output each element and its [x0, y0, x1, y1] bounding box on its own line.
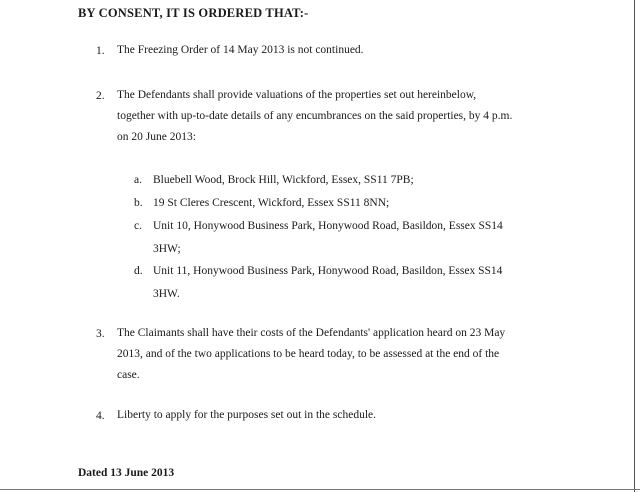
order-3-line: The Claimants shall have their costs of the Defendants' application heard on 23 May — [117, 327, 506, 339]
property-c-line: 3HW; — [153, 243, 181, 255]
order-2-line: on 20 June 2013: — [117, 131, 196, 143]
dated-line: Dated 13 June 2013 — [78, 467, 175, 479]
property-a-letter: a. — [134, 174, 142, 186]
property-d-letter: d. — [134, 265, 143, 277]
order-4-line: Liberty to apply for the purposes set out in the schedule. — [117, 409, 377, 421]
property-c-line: Unit 10, Honywood Business Park, Honywood Road, Basildon, Essex SS14 — [153, 220, 503, 232]
order-2-line: together with up-to-date details of any encumbrances on the said properties, by 4 p.m. — [117, 110, 513, 122]
property-a-line: Bluebell Wood, Brock Hill, Wickford, Essex, SS11 7PB; — [153, 174, 414, 186]
order-3-number: 3. — [96, 328, 105, 340]
order-3-line: 2013, and of the two applications to be heard today, to be assessed at the end of the — [117, 348, 500, 360]
property-d-line: Unit 11, Honywood Business Park, Honywood Road, Basildon, Essex SS14 — [153, 265, 503, 277]
property-c-address — [153, 215, 503, 261]
order-2-text — [117, 85, 512, 148]
page-border-right — [634, 0, 635, 492]
property-d-address — [153, 260, 502, 306]
property-b-line: 19 St Cleres Crescent, Wickford, Essex SS11 8NN; — [153, 197, 390, 209]
order-4-number: 4. — [96, 410, 105, 422]
property-b-address — [153, 192, 389, 215]
order-1-line: The Freezing Order of 14 May 2013 is not continued. — [117, 44, 364, 56]
order-2-number: 2. — [96, 90, 105, 102]
order-heading: BY CONSENT, IT IS ORDERED THAT:- — [78, 6, 309, 20]
page-border-bottom — [0, 489, 640, 490]
property-b-letter: b. — [134, 197, 143, 209]
order-1-text — [117, 40, 364, 61]
order-3-line: case. — [117, 369, 140, 381]
order-3-text — [117, 323, 505, 386]
property-d-line: 3HW. — [153, 288, 180, 300]
property-c-letter: c. — [134, 220, 142, 232]
property-a-address — [153, 169, 414, 192]
order-1-number: 1. — [96, 45, 105, 57]
order-2-line: The Defendants shall provide valuations of the properties set out hereinbelow, — [117, 89, 477, 101]
order-4-text — [117, 405, 376, 426]
